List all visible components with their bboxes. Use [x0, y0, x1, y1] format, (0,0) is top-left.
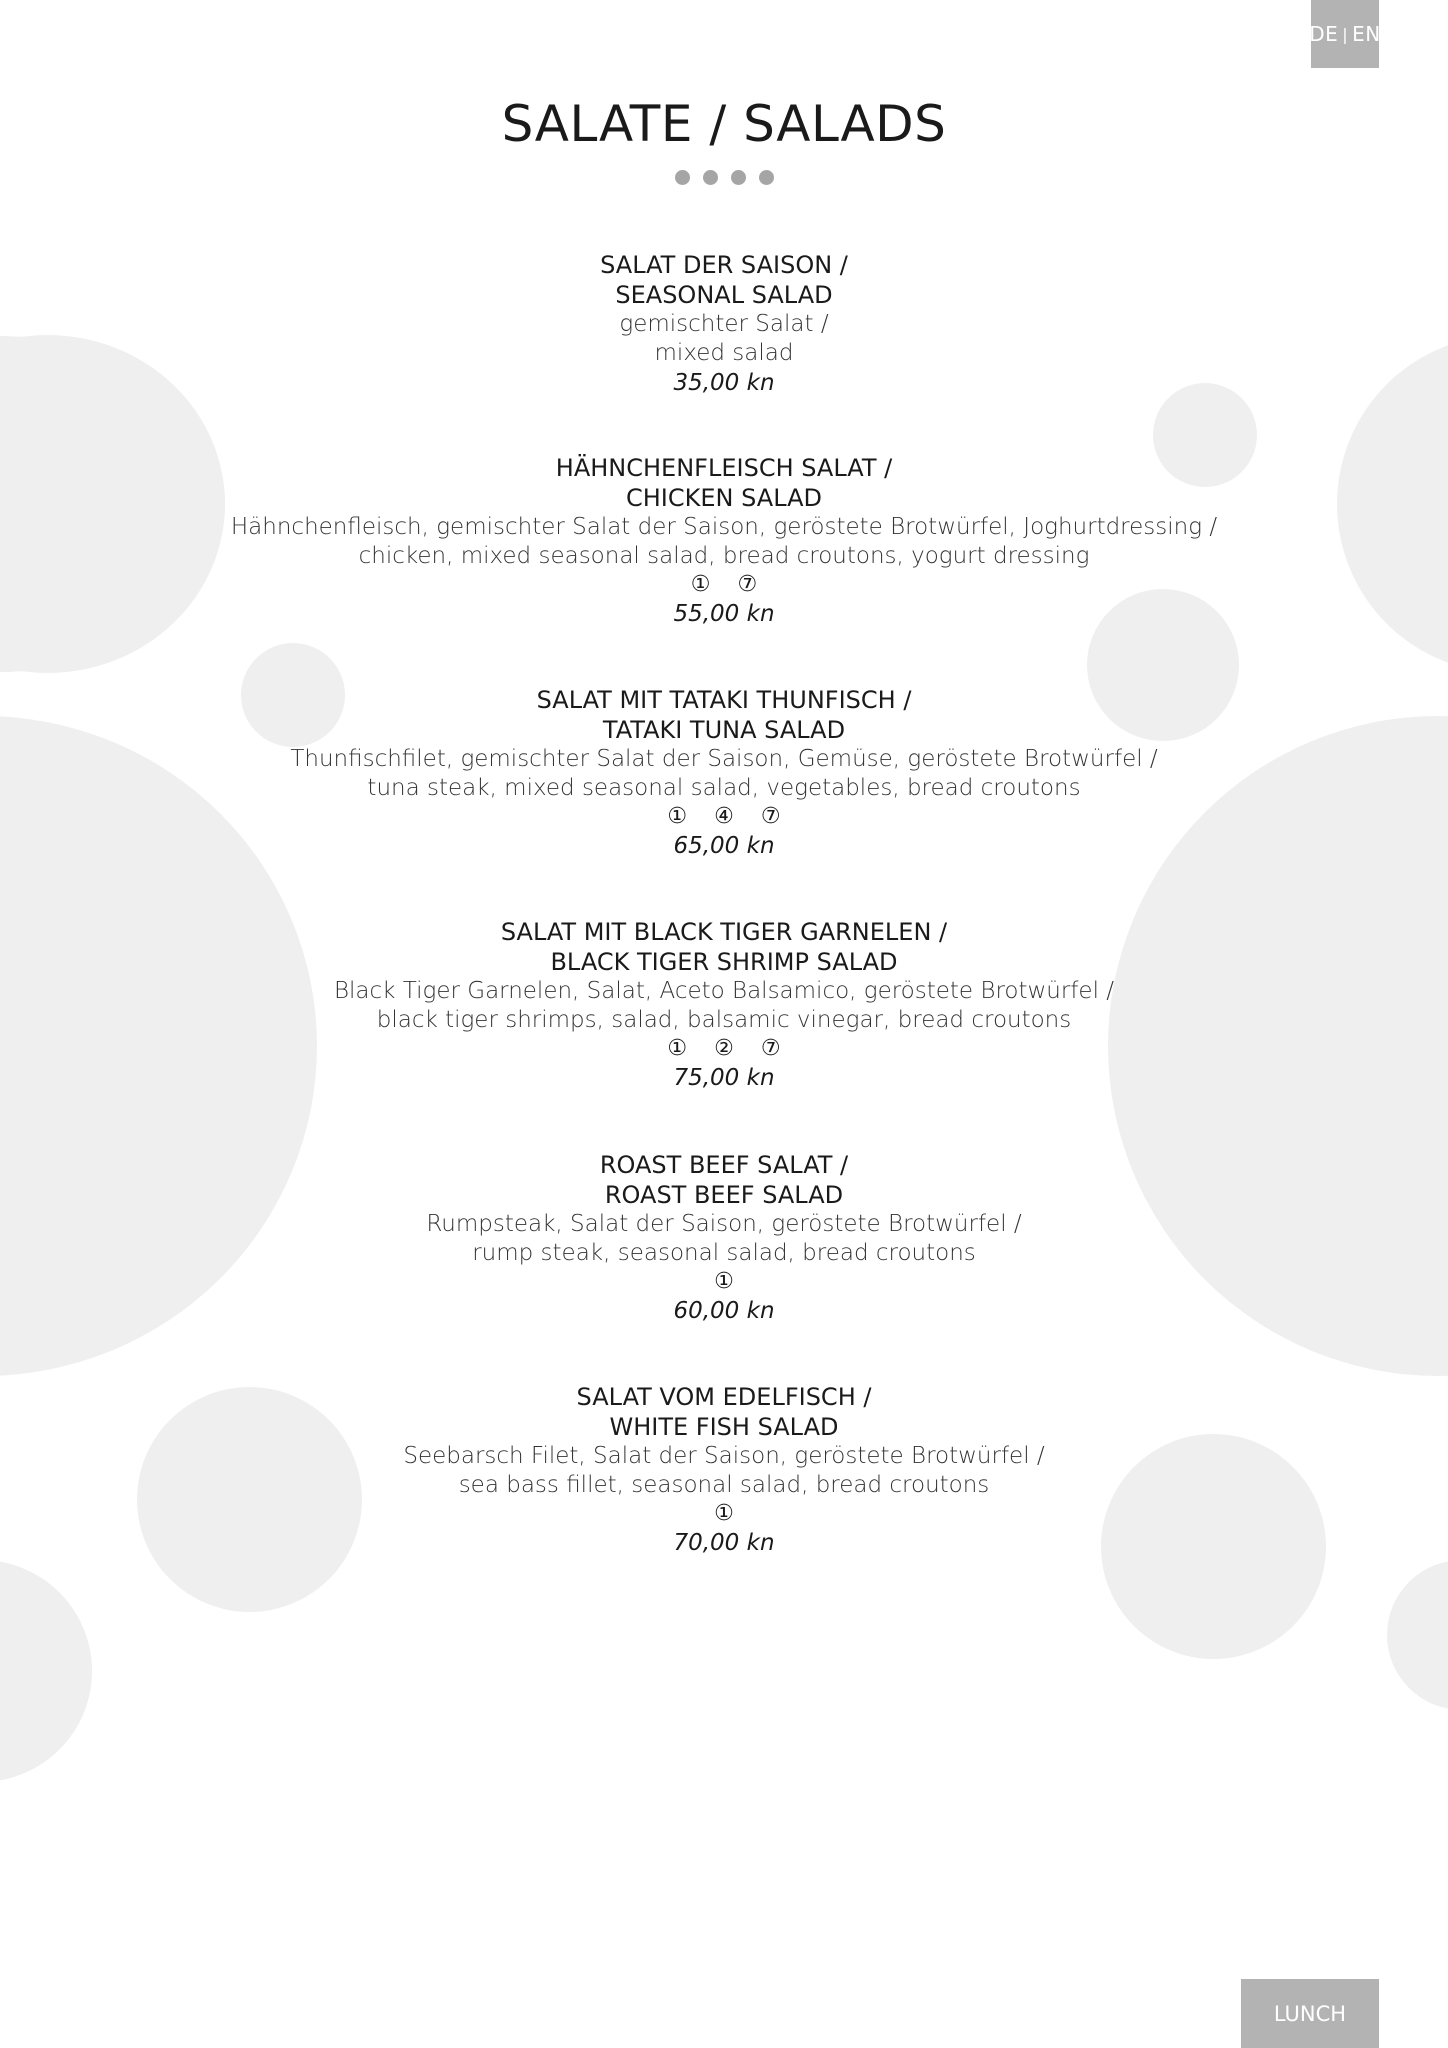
- item-title-de: ROAST BEEF SALAT /: [599, 1151, 849, 1179]
- item-description-de: Seebarsch Filet, Salat der Saison, geröstete Brotwürfel /: [403, 1443, 1045, 1469]
- item-title-en: WHITE FISH SALAD: [609, 1413, 839, 1441]
- item-price: 35,00 kn: [673, 370, 775, 396]
- lunch-tab[interactable]: LUNCH: [1241, 1979, 1379, 2048]
- item-description-en: tuna steak, mixed seasonal salad, vegetables, bread croutons: [367, 775, 1081, 801]
- language-separator: |: [1342, 24, 1349, 44]
- item-price: 75,00 kn: [673, 1065, 775, 1091]
- item-title-en: CHICKEN SALAD: [625, 484, 823, 512]
- background-circle: [0, 1560, 92, 1782]
- background-circle: [1387, 1560, 1448, 1710]
- item-description-de: Black Tiger Garnelen, Salat, Aceto Balsamico, geröstete Brotwürfel /: [333, 978, 1115, 1004]
- item-title-en: SEASONAL SALAD: [615, 281, 833, 309]
- item-description-en: mixed salad: [654, 340, 794, 366]
- item-description-de: Hähnchenfleisch, gemischter Salat der Saison, geröstete Brotwürfel, Joghurtdressing /: [230, 514, 1218, 540]
- page-title: SALATE / SALADS: [501, 95, 947, 153]
- menu-item-tuna-salad: [0, 685, 1448, 861]
- item-title-en: BLACK TIGER SHRIMP SALAD: [550, 948, 898, 976]
- language-switcher[interactable]: [1311, 0, 1379, 68]
- allergen-icons: ① ⑦: [690, 572, 768, 597]
- item-title-en: TATAKI TUNA SALAD: [602, 716, 846, 744]
- item-description-en: rump steak, seasonal salad, bread croutons: [472, 1240, 976, 1266]
- item-price: 55,00 kn: [673, 601, 775, 627]
- item-description-de: gemischter Salat /: [619, 311, 829, 337]
- item-title-en: ROAST BEEF SALAD: [604, 1181, 844, 1209]
- item-description-en: sea bass fillet, seasonal salad, bread croutons: [458, 1472, 990, 1498]
- item-title-de: SALAT VOM EDELFISCH /: [576, 1383, 872, 1411]
- item-description-de: Rumpsteak, Salat der Saison, geröstete Brotwürfel /: [426, 1211, 1022, 1237]
- language-de-link[interactable]: DE: [1309, 22, 1339, 46]
- item-title-de: HÄHNCHENFLEISCH SALAT /: [555, 454, 893, 482]
- item-price: 70,00 kn: [673, 1530, 775, 1556]
- divider-dot: [703, 170, 718, 185]
- item-price: 65,00 kn: [673, 833, 775, 859]
- menu-item-shrimp-salad: [0, 917, 1448, 1093]
- divider-dot: [675, 170, 690, 185]
- divider-dot: [759, 170, 774, 185]
- item-price: 60,00 kn: [673, 1298, 775, 1324]
- item-description-en: black tiger shrimps, salad, balsamic vinegar, bread croutons: [376, 1007, 1072, 1033]
- menu-item-chicken-salad: [0, 453, 1448, 629]
- allergen-icons: ①: [714, 1269, 744, 1294]
- menu-item-seasonal-salad: [0, 250, 1448, 398]
- item-title-de: SALAT MIT BLACK TIGER GARNELEN /: [500, 918, 948, 946]
- allergen-icons: ①: [714, 1501, 744, 1526]
- item-description-en: chicken, mixed seasonal salad, bread croutons, yogurt dressing: [358, 543, 1090, 569]
- allergen-icons: ① ② ⑦: [667, 1036, 791, 1061]
- divider-dot: [731, 170, 746, 185]
- menu-item-white-fish-salad: [0, 1382, 1448, 1558]
- item-title-de: SALAT MIT TATAKI THUNFISCH /: [536, 686, 912, 714]
- allergen-icons: ① ④ ⑦: [667, 804, 791, 829]
- item-title-de: SALAT DER SAISON /: [600, 251, 848, 279]
- item-description-de: Thunfischfilet, gemischter Salat der Saison, Gemüse, geröstete Brotwürfel /: [290, 746, 1158, 772]
- language-en-link[interactable]: EN: [1352, 22, 1381, 46]
- title-divider-dots: [0, 170, 1448, 185]
- menu-item-roast-beef-salad: [0, 1150, 1448, 1326]
